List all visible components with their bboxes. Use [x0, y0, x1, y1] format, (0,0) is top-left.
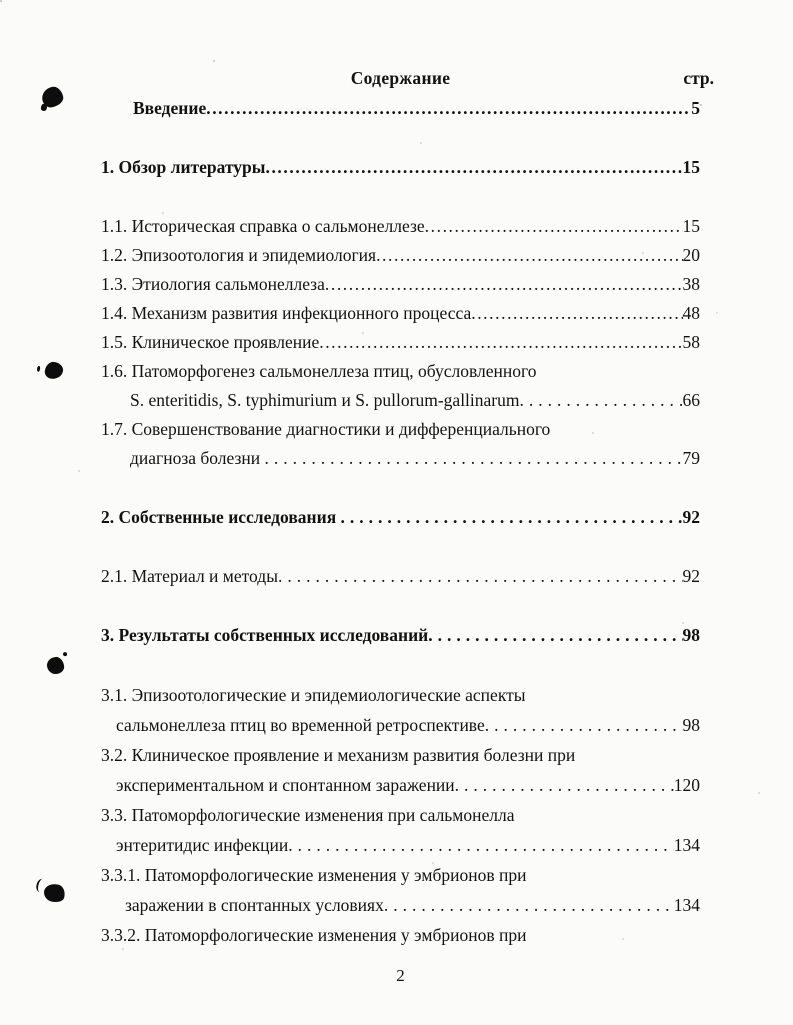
- entry-text: диагноза болезни: [130, 448, 265, 468]
- entry-page-number: 120: [673, 775, 700, 795]
- entry-page-number: 92: [682, 566, 700, 586]
- entry-text: S. enteritidis, S. typhimurium и S. pullorum-gallinarum: [130, 390, 520, 410]
- toc-entry-sec-2: [101, 503, 700, 532]
- entry-page-number: 66: [682, 390, 700, 410]
- entry-text: 1.3. Этиология сальмонеллеза: [101, 274, 325, 294]
- toc-entry-line: [101, 830, 700, 860]
- entry-text: 1.5. Клиническое проявление: [101, 332, 320, 352]
- entry-text: заражении в спонтанных условиях: [125, 895, 384, 915]
- entry-text: Введение: [133, 98, 207, 118]
- toc-entry-line: [101, 503, 700, 532]
- toc-entry-line: [101, 621, 700, 650]
- toc-entry-line: [101, 740, 700, 770]
- ink-blob-lower-left: [46, 656, 64, 674]
- entry-page-number: 48: [682, 303, 700, 323]
- page-content: [101, 66, 714, 990]
- toc-entry-vvedenie: [101, 94, 700, 123]
- entry-text: энтеритидис инфекции: [116, 835, 289, 855]
- ink-blob-bottom-left: [42, 882, 67, 905]
- entry-page-number: 92: [682, 507, 700, 527]
- toc-entry-line: [101, 562, 700, 591]
- toc-entry-line: [101, 386, 700, 415]
- toc-entry-line: [101, 890, 700, 920]
- dot-leader: [428, 621, 682, 650]
- toc-entry-line: [101, 153, 700, 182]
- toc-entry-line: [101, 299, 700, 328]
- entry-text: 1.2. Эпизоотология и эпидемиология: [101, 245, 377, 265]
- dot-leader: [520, 386, 683, 415]
- entry-page-number: 134: [673, 835, 700, 855]
- entry-page-number: 98: [682, 715, 700, 735]
- entry-text: 1.7. Совершенствование диагностики и дифференциального: [101, 419, 551, 439]
- entry-page-number: 15: [682, 216, 700, 236]
- page-number: 2: [396, 966, 405, 985]
- entry-page-number: 20: [682, 245, 700, 265]
- dot-leader: [425, 212, 683, 241]
- toc-entry-line: [101, 770, 700, 800]
- toc-entry-2-1: [101, 562, 700, 591]
- toc-entry-1-6: [101, 357, 700, 415]
- dot-leader: [206, 94, 691, 123]
- toc-entry-line: [101, 710, 700, 740]
- toc-entry-line: [101, 212, 700, 241]
- dot-leader: [265, 444, 683, 473]
- toc-entry-1-4: [101, 299, 700, 328]
- entry-text: 1.4. Механизм развития инфекционного процесса: [101, 303, 472, 323]
- toc-entry-line: [101, 860, 700, 890]
- dot-leader: [278, 562, 683, 591]
- page-column-label: стр.: [683, 68, 714, 88]
- entry-page-number: 58: [682, 332, 700, 352]
- toc-entry-line: [101, 415, 700, 444]
- toc-entry-line: [101, 241, 700, 270]
- toc-entry-line: [101, 328, 700, 357]
- ink-blob-top-left: [40, 85, 65, 109]
- entry-page-number: 134: [673, 895, 700, 915]
- toc-entry-line: [101, 444, 700, 473]
- dot-leader: [485, 710, 683, 740]
- dot-leader: [471, 299, 682, 328]
- entry-page-number: 98: [682, 625, 700, 645]
- toc-entry-sec-3: [101, 621, 700, 650]
- toc-entry-line: [101, 800, 700, 830]
- toc-entry-list: [101, 94, 700, 950]
- entry-text: 3.1. Эпизоотологические и эпидемиологические аспекты: [101, 685, 526, 705]
- entry-page-number: 15: [682, 157, 700, 177]
- entry-text: 1.6. Патоморфогенез сальмонеллеза птиц, обусловленного: [101, 361, 537, 381]
- toc-entry-line: [101, 680, 700, 710]
- entry-text: 3.3.2. Патоморфологические изменения у эмбрионов при: [101, 925, 527, 945]
- toc-entry-line: [101, 357, 700, 386]
- toc-entry-sec-1: [101, 153, 700, 182]
- entry-text: экспериментальном и спонтанном заражении: [116, 775, 455, 795]
- entry-text: 2.1. Материал и методы: [101, 566, 278, 586]
- toc-entry-3-3: [101, 800, 700, 860]
- toc-entry-1-3: [101, 270, 700, 299]
- scan-noise-specks: [0, 0, 2, 2]
- entry-text: 1. Обзор литературы: [101, 157, 266, 177]
- toc-header: [101, 66, 714, 90]
- dot-leader: [341, 503, 683, 532]
- dot-leader: [455, 770, 674, 800]
- toc-entry-3-3-2: [101, 920, 700, 950]
- toc-entry-line: [101, 94, 700, 123]
- entry-text: 3.3.1. Патоморфологические изменения у эмбрионов при: [101, 865, 527, 885]
- dot-leader: [265, 153, 682, 182]
- toc-entry-3-1: [101, 680, 700, 740]
- dot-leader: [325, 270, 683, 299]
- entry-page-number: 38: [682, 274, 700, 294]
- toc-entry-1-1: [101, 212, 700, 241]
- entry-text: 3.3. Патоморфологические изменения при сальмонелла: [101, 805, 515, 825]
- toc-title: Содержание: [350, 68, 451, 88]
- toc-entry-3-2: [101, 740, 700, 800]
- ink-blob-mid-left: [44, 361, 64, 380]
- dot-leader: [376, 241, 682, 270]
- entry-text: 3.2. Клиническое проявление и механизм развития болезни при: [101, 745, 576, 765]
- dot-leader: [288, 830, 673, 860]
- toc-entry-line: [101, 270, 700, 299]
- toc-entry-1-5: [101, 328, 700, 357]
- entry-page-number: 79: [682, 448, 700, 468]
- toc-entry-1-2: [101, 241, 700, 270]
- entry-text: 3. Результаты собственных исследований: [101, 625, 429, 645]
- entry-text: 2. Собственные исследования: [101, 507, 341, 527]
- toc-entry-line: [101, 920, 700, 950]
- dot-leader: [384, 890, 674, 920]
- entry-text: 1.1. Историческая справка о сальмонеллезе: [101, 216, 425, 236]
- toc-entry-3-3-1: [101, 860, 700, 920]
- entry-text: сальмонеллеза птиц во временной ретроспективе: [116, 715, 485, 735]
- toc-entry-1-7: [101, 415, 700, 473]
- entry-page-number: 5: [691, 98, 700, 118]
- dot-leader: [319, 328, 682, 357]
